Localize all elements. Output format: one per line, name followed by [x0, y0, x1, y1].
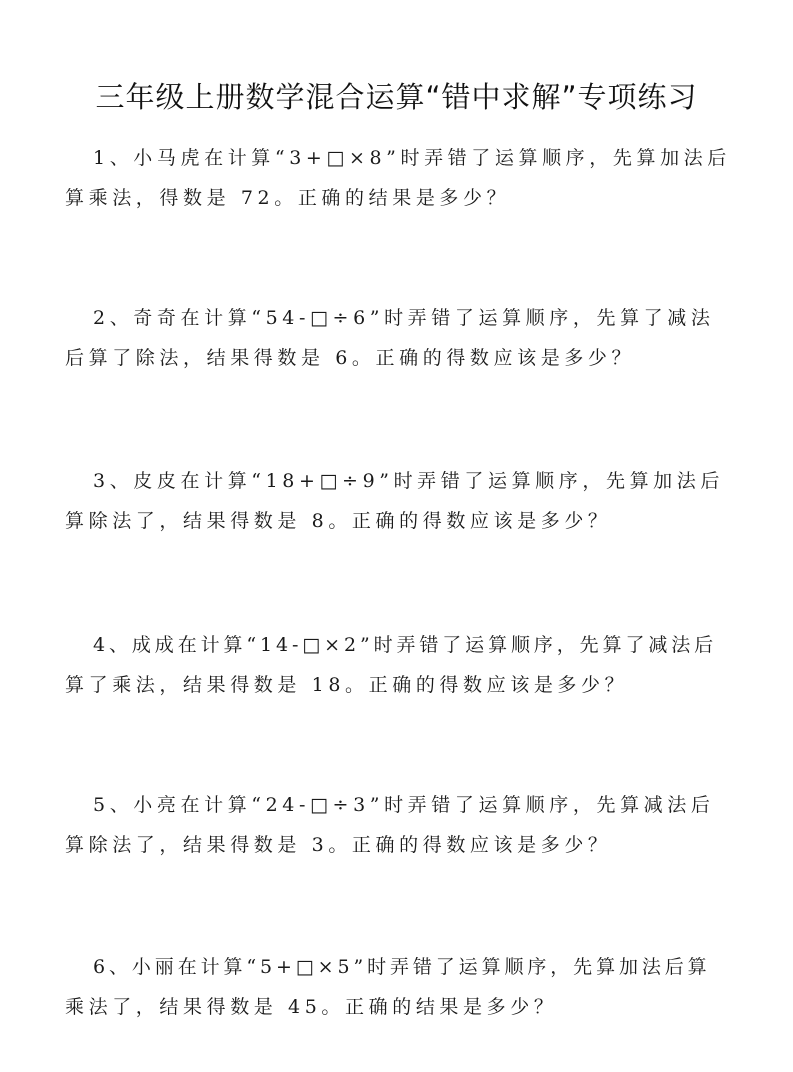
- problem-3-line-2: 算除法了，结果得数是 8。正确的得数应该是多少？: [65, 510, 612, 532]
- problem-5-line-1: 5、小亮在计算“24-□÷3”时弄错了运算顺序，先算减法后: [93, 794, 715, 816]
- problem-2-line-2: 后算了除法，结果得数是 6。正确的得数应该是多少？: [65, 347, 636, 369]
- problem-4-line-1: 4、成成在计算“14-□×2”时弄错了运算顺序，先算了减法后: [93, 634, 718, 656]
- problem-4-line-2: 算了乘法，结果得数是 18。正确的得数应该是多少？: [65, 674, 629, 696]
- problem-4: [65, 625, 730, 705]
- problem-5: [65, 785, 730, 865]
- problem-3-line-1: 3、皮皮在计算“18+□÷9”时弄错了运算顺序，先算加法后: [93, 470, 724, 492]
- problem-5-line-2: 算除法了，结果得数是 3。正确的得数应该是多少？: [65, 834, 612, 856]
- problem-1-line-1: 1、小马虎在计算“3+□×8”时弄错了运算顺序，先算加法后: [93, 147, 731, 169]
- problem-2: [65, 298, 730, 378]
- page-title: 三年级上册数学混合运算“错中求解”专项练习: [95, 80, 698, 114]
- problem-1-line-2: 算乘法，得数是 72。正确的结果是多少？: [65, 187, 511, 209]
- problem-3: [65, 461, 730, 541]
- problem-6-line-1: 6、小丽在计算“5+□×5”时弄错了运算顺序，先算加法后算: [93, 956, 711, 978]
- problem-6: [65, 947, 730, 1027]
- problem-6-line-2: 乘法了，结果得数是 45。正确的结果是多少？: [65, 996, 558, 1018]
- problem-2-line-1: 2、奇奇在计算“54-□÷6”时弄错了运算顺序，先算了减法: [93, 307, 715, 329]
- problem-1: [65, 138, 730, 218]
